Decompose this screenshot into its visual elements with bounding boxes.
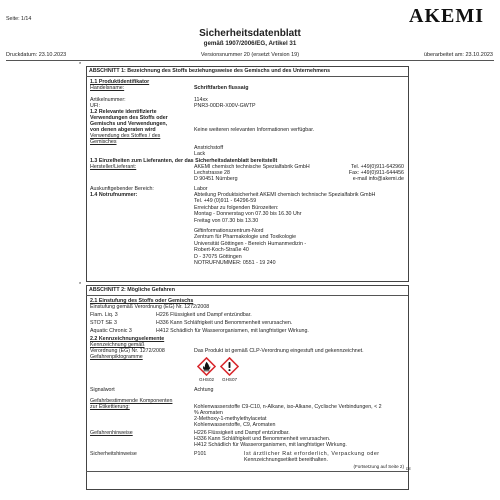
article-number: 114xx <box>194 97 208 103</box>
class-text-2: H336 Kann Schläfrigkeit und Benommenheit verursachen. <box>156 320 293 326</box>
contact-phone: Tel. +49(0)911-642960 <box>350 164 404 170</box>
contact-fax: Fax: +49(0)911-644456 <box>348 170 404 176</box>
class-code-3: Aquatic Chronic 3 <box>90 328 132 334</box>
ufi-value: PNR3-00DR-X00V-GWTP <box>194 103 256 109</box>
emergency-line: Tel. +49 (0)911 - 64296-59 <box>194 198 257 205</box>
use-value-2: Lack <box>194 151 206 157</box>
flame-pictogram-icon <box>197 357 216 376</box>
signal-label: Signalwort <box>90 387 115 393</box>
manufacturer-line-1: AKEMI chemisch technische Spezialfabrik GmbH <box>194 164 310 170</box>
component-line-4: Kohlenwasserstoffe, C9, Aromaten <box>194 422 276 428</box>
s11-heading: 1.1 Produktidentifikator <box>90 79 150 85</box>
manufacturer-line-2: Lechstrasse 28 <box>194 170 230 176</box>
safety-code: P101 <box>194 451 207 457</box>
use-label-1: Verwendung des Stoffes / des <box>90 133 161 139</box>
s13-heading: 1.3 Einzelheiten zum Lieferanten, der das Sicherheitsdatenblatt bereitstellt <box>90 158 278 164</box>
manufacturer-label: Hersteller/Lieferant: <box>90 164 137 170</box>
manufacturer-line-3: D 90451 Nürnberg <box>194 176 238 182</box>
margin-mark: * <box>79 62 82 68</box>
footer-divider <box>86 471 408 472</box>
use-label-2: Gemisches <box>90 139 117 145</box>
hazard-label: Gefahrenhinweise <box>90 430 133 436</box>
component-line-1: Kohlenwasserstoffe C9-C10, n-Alkane, iso-Alkane, Cyclische Verbindungen, < 2 <box>194 404 382 410</box>
safety-text-2: Kennzeichnungsetikett bereithalten. <box>244 457 328 463</box>
use-value-1: Anstrichstoff <box>194 145 224 151</box>
s12-heading-1: 1.2 Relevante identifizierte <box>90 109 157 115</box>
safety-label: Sicherheitshinweise <box>90 451 137 457</box>
class-text-3: H412 Schädlich für Wasserorganismen, mit langfristiger Wirkung. <box>156 328 309 334</box>
emergency-line: Abteilung Produktsicherheit AKEMI chemisch technische Spezialfabrik GmbH <box>194 192 376 198</box>
s12-heading-4: von denen abgeraten wird <box>90 127 156 133</box>
s22-sub-2: Verordnung (EG) Nr. 1272/2008 <box>90 348 165 354</box>
hazard-line-3: H412 Schädlich für Wasserorganismen, mit langfristiger Wirkung. <box>194 442 347 448</box>
pictogram-label: Gefahrenpiktogramme <box>90 354 143 360</box>
header-divider <box>6 60 494 61</box>
footer-code: DE <box>405 467 411 471</box>
info-value: Labor <box>194 186 208 192</box>
document-subtitle: gemäß 1907/2006/EG, Artikel 31 <box>203 40 297 47</box>
component-line-2: % Aromaten <box>194 410 223 416</box>
section-2-title-divider <box>86 295 408 296</box>
ufi-label: UFI: <box>90 103 101 109</box>
hazard-line-2: H336 Kann Schläfrigkeit und Benommenheit verursachen. <box>194 436 331 442</box>
section-2-title: ABSCHNITT 2: Mögliche Gefahren <box>89 287 175 293</box>
version-number: Versionsnummer 20 (ersetzt Version 19) <box>200 52 300 58</box>
document-title: Sicherheitsdatenblatt <box>199 28 301 39</box>
component-line-3: 2-Methoxy-1-methylethylacetat <box>194 416 267 422</box>
emergency-line: Universität Göttingen - Bereich Humanmedizin - <box>194 240 307 247</box>
class-code-1: Flam. Liq. 3 <box>90 312 118 318</box>
section-1-title-divider <box>86 76 408 77</box>
emergency-line: Giftinformationszentrum-Nord <box>194 228 264 234</box>
pictogram-code-ghs02: GHS02 <box>199 377 215 382</box>
page-number: Seite: 1/14 <box>6 16 32 22</box>
signal-word: Achtung <box>194 387 214 393</box>
emergency-line: Robert-Koch-Straße 40 <box>194 247 249 254</box>
emergency-line: D - 37075 Göttingen <box>194 253 242 260</box>
trade-name: Schriftfarben flussaig <box>194 85 249 91</box>
s22-heading: 2.2 Kennzeichnungselemente <box>90 336 165 342</box>
akemi-logo: AKEMI <box>409 5 484 27</box>
s12-value: Keine weiteren relevanten Informationen verfügbar. <box>194 127 315 133</box>
emergency-line: NOTRUFNUMMER: 0551 - 19 240 <box>194 260 276 266</box>
margin-mark-2: * <box>79 282 82 288</box>
print-date: Druckdatum: 23.10.2023 <box>6 52 67 58</box>
article-label: Artikelnummer: <box>90 97 126 103</box>
revision-date: überarbeitet am: 23.10.2023 <box>423 52 493 58</box>
s14-heading: 1.4 Notrufnummer: <box>90 192 138 198</box>
s12-heading-2: Verwendungen des Stoffs oder <box>90 115 168 121</box>
info-label: Auskunftgebender Bereich: <box>90 186 154 192</box>
pictogram-code-ghs07: GHS07 <box>222 377 238 382</box>
s22-value: Das Produkt ist gemäß CLP-Verordnung eingestuft und gekennzeichnet. <box>194 348 364 354</box>
s12-heading-3: Gemischs und Verwendungen, <box>90 121 168 127</box>
components-label-1: Gefahrbestimmende Komponenten <box>90 398 173 404</box>
trade-name-label: Handelsname: <box>90 85 125 91</box>
emergency-line: Freitag von 07.30 bis 13.30 <box>194 217 259 224</box>
class-text-1: H226 Flüssigkeit und Dampf entzündbar. <box>156 312 252 318</box>
s21-subheading: Einstufung gemäß Verordnung (EG) Nr. 1272/2008 <box>90 304 210 310</box>
class-code-2: STOT SE 3 <box>90 320 117 326</box>
safety-text-1: Ist ärztlicher Rat erforderlich, Verpackung oder <box>244 451 380 457</box>
emergency-line: Erreichbar zu folgenden Bürozeiten: <box>194 204 279 211</box>
s21-heading: 2.1 Einstufung des Stoffs oder Gemischs <box>90 298 194 304</box>
emergency-line: Zentrum für Pharmakologie und Toxikologie <box>194 234 297 241</box>
hazard-line-1: H226 Flüssigkeit und Dampf entzündbar. <box>194 430 290 436</box>
components-label-2: zur Etikettierung: <box>90 404 130 410</box>
exclamation-pictogram-icon <box>220 357 239 376</box>
s22-sub-1: Kennzeichnung gemäß <box>90 342 145 348</box>
emergency-line: Montag - Donnerstag von 07.30 bis 16.30 Uhr <box>194 211 302 218</box>
contact-email[interactable]: e-mail info@akemi.de <box>352 176 404 182</box>
continued-note: (Fortsetzung auf Seite 2) <box>353 464 404 469</box>
section-1-title: ABSCHNITT 1: Bezeichnung des Stoffs beziehungsweise des Gemischs und des Unternehmens <box>89 68 331 74</box>
